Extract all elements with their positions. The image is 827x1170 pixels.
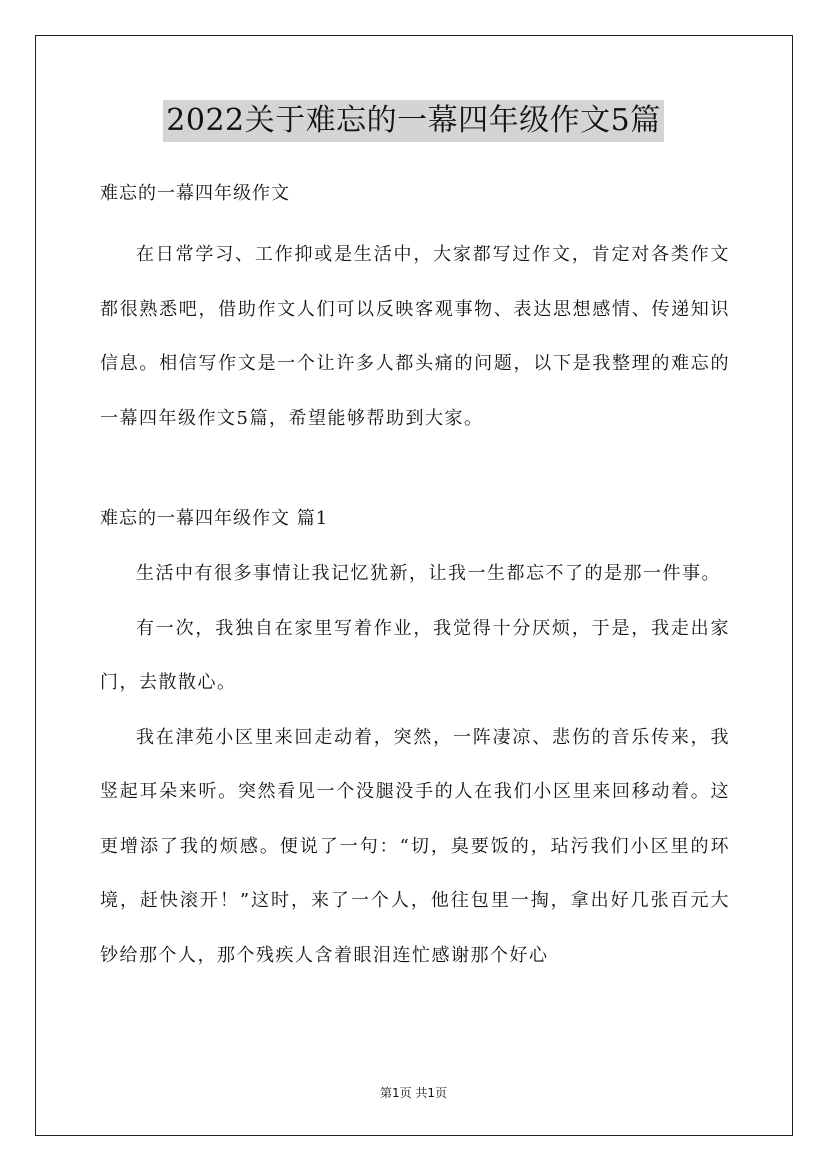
document-title: 2022关于难忘的一幕四年级作文5篇 <box>163 100 663 142</box>
title-container <box>0 100 827 142</box>
intro-heading: 难忘的一幕四年级作文 <box>100 183 290 204</box>
intro-paragraph: 在日常学习、工作抑或是生活中，大家都写过作文，肯定对各类作文都很熟悉吧，借助作文人们可以反映客观事物、表达思想感情、传递知识信息。相信写作文是一个让许多人都头痛的问题，以下是我整理的难忘的一幕四年级作文5篇，希望能够帮助到大家。 <box>100 244 730 429</box>
page-number: 第1页 共1页 <box>379 1086 448 1100</box>
section1-paragraph-1: 生活中有很多事情让我记忆犹新，让我一生都忘不了的是那一件事。 <box>136 563 721 584</box>
document-body <box>100 176 730 983</box>
page-footer <box>0 1085 827 1101</box>
intro-block <box>100 228 730 446</box>
section-spacer <box>100 446 730 501</box>
section1-paragraph-2: 有一次，我独自在家里写着作业，我觉得十分厌烦，于是，我走出家门，去散散心。 <box>100 617 730 693</box>
section1-paragraph-3: 我在津苑小区里来回走动着，突然，一阵凄凉、悲伤的音乐传来，我竖起耳朵来听。突然看见一个没腿没手的人在我们小区里来回移动着。这更增添了我的烦感。便说了一句：“切，臭要饭的，玷污我们小区里的环境，赶快滚开！”这时，来了一个人，他往包里一掏，拿出好几张百元大钞给那个人，那个残疾人含着眼泪连忙感谢那个好心 <box>100 726 730 966</box>
section1-heading: 难忘的一幕四年级作文 篇1 <box>100 508 329 529</box>
